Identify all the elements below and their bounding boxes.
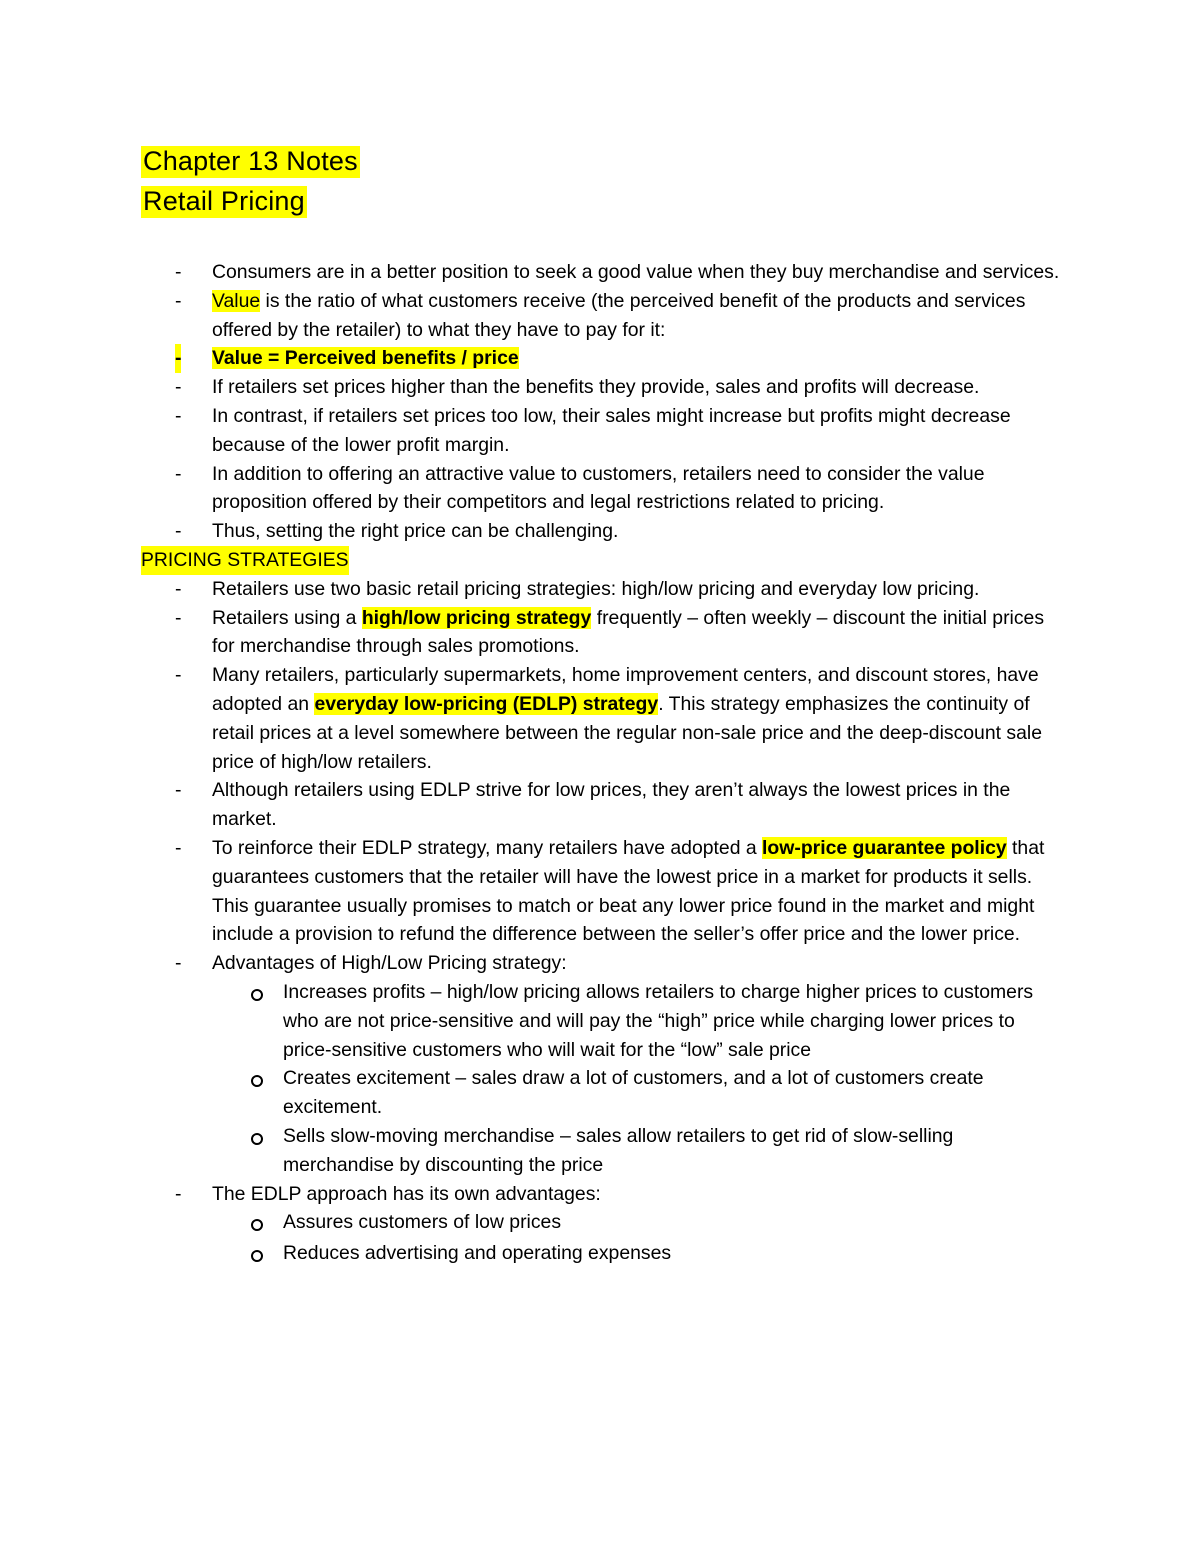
- dash-bullet: -: [175, 779, 182, 802]
- sub-list-item: [141, 1208, 1061, 1237]
- item-text: The EDLP approach has its own advantages:: [212, 1182, 601, 1205]
- list-item: [141, 834, 1061, 949]
- list-item: [141, 604, 1061, 662]
- sub-item-text: Creates excitement – sales draw a lot of customers, and a lot of customers create excitement.: [283, 1067, 984, 1119]
- sub-list-item: [141, 1239, 1061, 1268]
- section-heading: PRICING STRATEGIES: [141, 546, 349, 575]
- dash-bullet: -: [175, 462, 182, 485]
- list-item: [141, 344, 1061, 373]
- dash-bullet: -: [175, 261, 182, 283]
- list-item: [141, 517, 1061, 546]
- dash-bullet: -: [175, 289, 182, 312]
- sub-item-text: Assures customers of low prices: [283, 1211, 562, 1234]
- list-item: [141, 258, 1061, 287]
- sub-item-text: Reduces advertising and operating expenses: [283, 1242, 672, 1265]
- list-item: [141, 287, 1061, 345]
- value-formula: Value = Perceived benefits / price: [212, 347, 519, 370]
- item-text: Retailers using a: [212, 606, 362, 629]
- dash-bullet: -: [175, 344, 181, 373]
- item-text: that guarantees customers that the retailer will have the lowest price in a market for products it sells. This guarantee usually promises to match or beat any lower price found in the market and might include a provision to refund the difference between the seller’s offer price and the lower price.: [212, 836, 1045, 946]
- dash-bullet: -: [175, 520, 182, 543]
- dash-bullet: -: [175, 952, 182, 975]
- item-text: Advantages of High/Low Pricing strategy:: [212, 952, 567, 975]
- item-text: Retailers use two basic retail pricing strategies: high/low pricing and everyday low pricing.: [212, 577, 980, 600]
- list-item: [141, 776, 1061, 834]
- list-item: [141, 460, 1061, 518]
- list-item: [141, 949, 1061, 978]
- dash-bullet: -: [175, 836, 182, 859]
- sub-item-text: Increases profits – high/low pricing allows retailers to charge higher prices to customers who are not price-sensitive and will pay the “high” price while charging lower prices to price-sensitive customers who will wait for the “low” sale price: [283, 980, 1034, 1061]
- sub-list-item: [141, 1122, 1061, 1180]
- list-item: [141, 373, 1061, 402]
- item-text: In addition to offering an attractive value to customers, retailers need to consider the value proposition offered by their competitors and legal restrictions related to pricing.: [212, 462, 985, 514]
- highlighted-term: high/low pricing strategy: [361, 606, 592, 629]
- item-text: . This strategy emphasizes the continuity of retail prices at a level somewhere between the regular non-sale price and the deep-discount sale price of high/low retailers.: [212, 692, 1042, 773]
- list-item: [141, 661, 1061, 776]
- dash-bullet: -: [175, 664, 182, 687]
- dash-bullet: -: [175, 404, 182, 427]
- highlighted-term: Value: [212, 289, 261, 312]
- circle-bullet-icon: [251, 989, 263, 1001]
- circle-bullet-icon: [251, 1075, 263, 1087]
- highlighted-term: everyday low-pricing (EDLP) strategy: [314, 692, 659, 715]
- item-text: frequently – often weekly – discount the initial prices for merchandise through sales promotions.: [212, 606, 1045, 658]
- item-text: Many retailers, particularly supermarkets, home improvement centers, and discount stores, have adopted an: [212, 664, 1039, 715]
- list-item: [141, 1180, 1061, 1209]
- sub-item-text: Sells slow-moving merchandise – sales allow retailers to get rid of slow-selling merchandise by discounting the price: [283, 1124, 954, 1176]
- section-heading-row: [141, 546, 1061, 575]
- dash-bullet: -: [175, 376, 182, 399]
- dash-bullet: -: [175, 606, 182, 629]
- item-text: Consumers are in a better position to seek a good value when they buy merchandise and services.: [212, 261, 1060, 283]
- notes-body: [141, 258, 1061, 1268]
- item-text: If retailers set prices higher than the benefits they provide, sales and profits will decrease.: [212, 376, 980, 399]
- circle-bullet-icon: [251, 1219, 263, 1231]
- item-text: Although retailers using EDLP strive for low prices, they aren’t always the lowest prices in the market.: [212, 779, 1011, 831]
- sub-list-item: [141, 978, 1061, 1064]
- chapter-subtitle: Retail Pricing: [143, 186, 305, 216]
- circle-bullet-icon: [251, 1133, 263, 1145]
- item-text: To reinforce their EDLP strategy, many retailers have adopted a: [212, 836, 763, 859]
- item-text: is the ratio of what customers receive (the perceived benefit of the products and services offered by the retailer) to what they have to pay for it:: [212, 289, 1026, 341]
- list-item: [141, 575, 1061, 604]
- sub-list-item: [141, 1064, 1061, 1122]
- dash-bullet: -: [175, 1182, 182, 1205]
- list-item: [141, 402, 1061, 460]
- highlighted-term: low-price guarantee policy: [762, 836, 1007, 859]
- circle-bullet-icon: [251, 1250, 263, 1262]
- item-text: In contrast, if retailers set prices too low, their sales might increase but profits might decrease because of the lower profit margin.: [212, 404, 1011, 456]
- item-text: Thus, setting the right price can be challenging.: [212, 520, 619, 543]
- dash-bullet: -: [175, 577, 182, 600]
- chapter-title: Chapter 13 Notes: [143, 146, 358, 176]
